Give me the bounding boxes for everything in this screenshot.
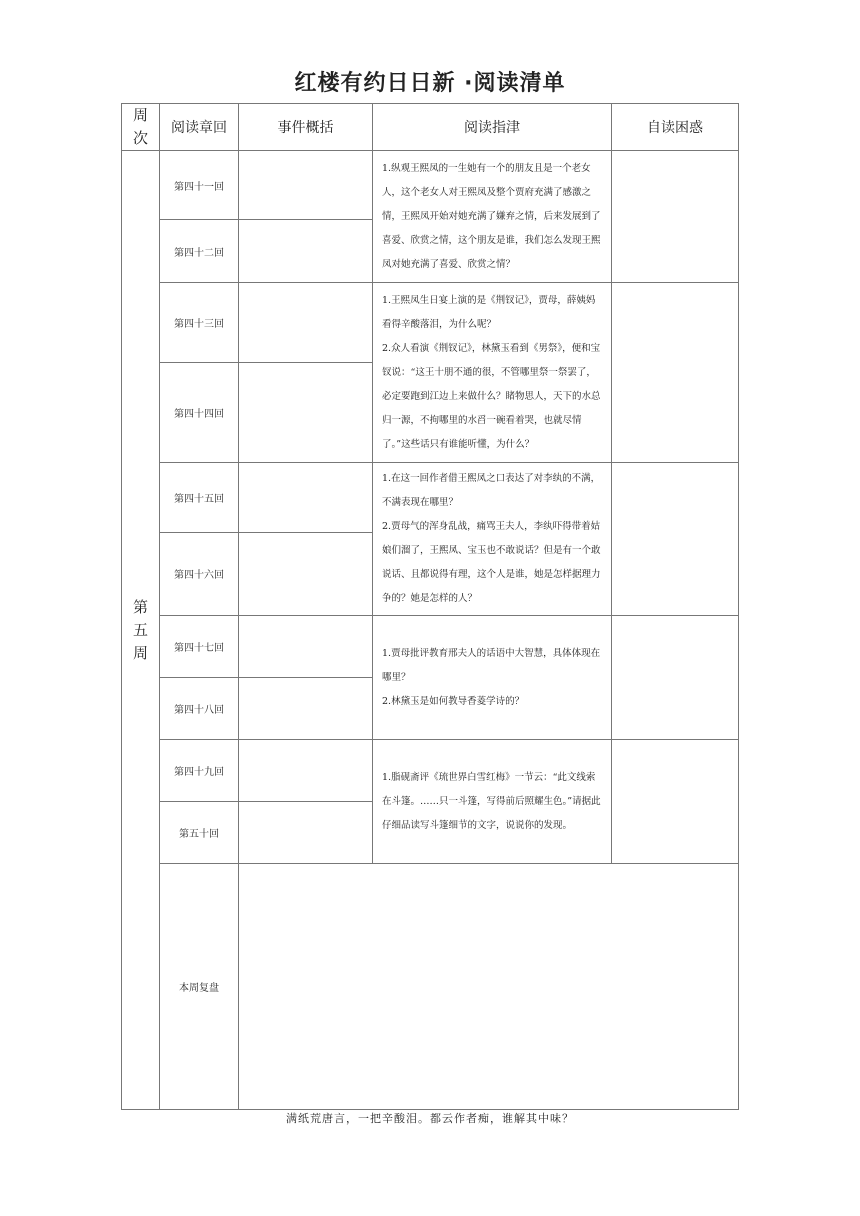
week-line2: 五	[132, 620, 148, 639]
guide-text: 2.贾母气的浑身乱战，痛骂王夫人，李纨吓得带着姑娘们溜了，王熙凤、宝玉也不敢说话？但是有一个敢说话、且都说得有理，这个人是谁，她是怎样据理力争的？她是怎样的人？	[382, 521, 601, 604]
guide-cell	[373, 740, 612, 864]
review-cell[interactable]	[239, 864, 739, 1110]
guide-text: 2.众人看演《荆钗记》，林黛玉看到《男祭》，便和宝钗说：“这王十朋不通的很，不管哪里祭一祭罢了，必定要跑到江边上来做什么？睹物思人，天下的水总归一源，不拘哪里的水舀一碗看着哭，也就尽情了。”这些话只有谁能听懂，为什么？	[382, 342, 601, 450]
summary-cell[interactable]	[239, 283, 373, 363]
guide-cell	[373, 283, 612, 463]
chapter-cell: 第四十五回	[160, 463, 239, 533]
table-row	[122, 463, 739, 533]
guide-cell	[373, 151, 612, 283]
chapter-cell: 第四十六回	[160, 532, 239, 615]
week-line3: 周	[132, 643, 148, 662]
summary-cell[interactable]	[239, 532, 373, 615]
guide-text: 1.纵观王熙凤的一生她有一个的朋友且是一个老女人，这个老女人对王熙凤及整个贾府充满了感激之情，王熙凤开始对她充满了嫌弃之情，后来发展到了喜爱、欣赏之情，这个朋友是谁，我们怎么发现王熙凤对她充满了喜爱、欣赏之情？	[382, 162, 601, 270]
guide-text: 1.贾母批评教育邢夫人的话语中大智慧，具体体现在哪里？	[382, 647, 601, 683]
table-row	[122, 616, 739, 678]
review-row	[122, 864, 739, 1110]
page-title: 红楼有约日日新 ·阅读清单	[294, 71, 566, 96]
question-cell[interactable]	[612, 283, 739, 463]
chapter-cell: 第四十八回	[160, 678, 239, 740]
header-row	[122, 104, 739, 151]
summary-cell[interactable]	[239, 463, 373, 533]
summary-cell[interactable]	[239, 678, 373, 740]
header-summary: 事件概括	[239, 104, 373, 151]
review-label: 本周复盘	[160, 864, 239, 1110]
chapter-cell: 第五十回	[160, 802, 239, 864]
chapter-cell: 第四十二回	[160, 220, 239, 283]
header-chapter: 阅读章回	[160, 104, 239, 151]
chapter-cell: 第四十九回	[160, 740, 239, 802]
guide-text: 1.脂砚斋评《琉世界白雪红梅》一节云：“此文线索在斗篷。……只一斗篷，写得前后照耀生色。”请据此仔细品读写斗篷细节的文字，说说你的发现。	[382, 771, 601, 831]
chapter-cell: 第四十三回	[160, 283, 239, 363]
header-week	[122, 104, 160, 151]
header-question: 自读困惑	[612, 104, 739, 151]
table-row	[122, 283, 739, 363]
summary-cell[interactable]	[239, 151, 373, 220]
header-week-line1: 周	[132, 106, 148, 124]
summary-cell[interactable]	[239, 616, 373, 678]
question-cell[interactable]	[612, 463, 739, 616]
summary-cell[interactable]	[239, 802, 373, 864]
guide-cell	[373, 616, 612, 740]
guide-text: 1.王熙凤生日宴上演的是《荆钗记》，贾母，薛姨妈看得辛酸落泪，为什么呢？	[382, 294, 596, 330]
question-cell[interactable]	[612, 740, 739, 864]
chapter-cell: 第四十一回	[160, 151, 239, 220]
guide-cell	[373, 463, 612, 616]
guide-text: 2.林黛玉是如何教导香菱学诗的？	[382, 695, 525, 707]
table-row	[122, 740, 739, 802]
summary-cell[interactable]	[239, 220, 373, 283]
week-line1: 第	[132, 597, 148, 616]
summary-cell[interactable]	[239, 740, 373, 802]
question-cell[interactable]	[612, 151, 739, 283]
guide-text: 1.在这一回作者借王熙凤之口表达了对李纨的不满，不满表现在哪里？	[382, 473, 601, 508]
reading-list-table	[121, 103, 739, 1110]
summary-cell[interactable]	[239, 363, 373, 463]
footer-quote: 满纸荒唐言，一把辛酸泪。都云作者痴，谁解其中味？	[286, 1112, 574, 1125]
question-cell[interactable]	[612, 616, 739, 740]
chapter-cell: 第四十七回	[160, 616, 239, 678]
week-cell	[122, 151, 160, 1110]
header-week-line2: 次	[132, 129, 148, 147]
chapter-cell: 第四十四回	[160, 363, 239, 463]
header-guide: 阅读指津	[373, 104, 612, 151]
table-row	[122, 151, 739, 220]
